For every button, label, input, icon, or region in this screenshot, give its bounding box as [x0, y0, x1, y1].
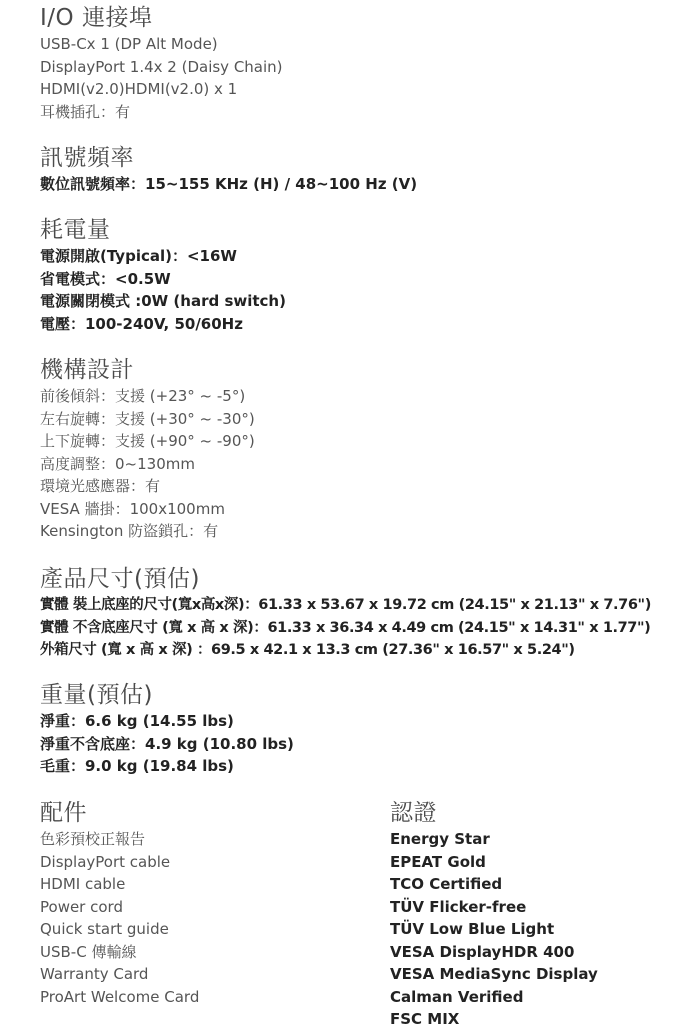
product-dimensions-section — [40, 564, 690, 662]
power-consumption-title: 耗電量 — [40, 217, 111, 243]
mechanical-design-title: 機構設計 — [40, 357, 134, 383]
spec-line: 電源開啟(Typical)：<16W — [40, 247, 237, 265]
list-item: USB-C 傳輸線 — [40, 942, 137, 961]
list-item: ProArt Welcome Card — [40, 987, 200, 1006]
io-ports-list — [40, 33, 690, 123]
spec-line: 高度調整：0~130mm — [40, 454, 195, 473]
list-item: VESA DisplayHDR 400 — [390, 942, 575, 961]
spec-line: 前後傾斜：支援 (+23° ~ -5°) — [40, 387, 246, 405]
list-item: TÜV Flicker-free — [390, 897, 527, 916]
spec-line: HDMI(v2.0)HDMI(v2.0) x 1 — [40, 80, 238, 98]
certifications-section — [390, 798, 690, 1031]
list-item: 色彩預校正報告 — [40, 830, 146, 848]
spec-line: 省電模式：<0.5W — [40, 269, 171, 288]
list-item: Energy Star — [390, 830, 490, 848]
signal-frequency-section — [40, 143, 690, 196]
power-consumption-section — [40, 215, 690, 335]
spec-line: 上下旋轉：支援 (+90° ~ -90°) — [40, 432, 255, 450]
list-item: Power cord — [40, 897, 123, 916]
power-consumption-list — [40, 245, 690, 335]
spec-line: 實體 不含底座尺寸 (寬 x 高 x 深)：61.33 x 36.34 x 4.49 cm (24.15" x 14.31" x 1.77") — [40, 619, 651, 636]
list-item: TÜV Low Blue Light — [390, 920, 555, 938]
spec-line: VESA 牆掛：100x100mm — [40, 499, 225, 518]
spec-line: 電壓：100-240V, 50/60Hz — [40, 314, 243, 333]
spec-line: 淨重：6.6 kg (14.55 lbs) — [40, 712, 234, 730]
spec-line: 外箱尺寸 (寬 x 高 x 深) ：69.5 x 42.1 x 13.3 cm (27.36" x 16.57" x 5.24") — [40, 642, 575, 658]
accessories-section — [40, 798, 370, 1008]
accessories-list — [40, 828, 370, 1008]
list-item: Calman Verified — [390, 987, 524, 1006]
product-dimensions-title: 產品尺寸(預估) — [40, 566, 200, 592]
list-item: Warranty Card — [40, 965, 149, 983]
list-item: Quick start guide — [40, 920, 169, 938]
product-dimensions-list — [40, 594, 690, 662]
spec-line: 耳機插孔：有 — [40, 102, 131, 121]
io-ports-section — [40, 3, 690, 123]
mechanical-design-list — [40, 385, 690, 543]
spec-line: 實體 裝上底座的尺寸(寬x高x深)：61.33 x 53.67 x 19.72 cm (24.15" x 21.13" x 7.76") — [40, 597, 651, 613]
spec-line: 毛重：9.0 kg (19.84 lbs) — [40, 757, 234, 775]
list-item: VESA MediaSync Display — [390, 965, 598, 983]
signal-frequency-list — [40, 173, 690, 196]
spec-line: USB-Cx 1 (DP Alt Mode) — [40, 35, 218, 53]
weight-list — [40, 710, 690, 778]
spec-line: 環境光感應器：有 — [40, 477, 161, 495]
list-item: HDMI cable — [40, 875, 126, 893]
spec-line: Kensington 防盜鎖孔：有 — [40, 522, 219, 540]
spec-line: 數位訊號頻率：15~155 KHz (H) / 48~100 Hz (V) — [40, 175, 418, 193]
spec-line: 電源關閉模式 :0W (hard switch) — [40, 292, 286, 310]
list-item: TCO Certified — [390, 875, 503, 893]
accessories-title: 配件 — [40, 800, 87, 826]
io-ports-title: I/O 連接埠 — [40, 5, 153, 31]
list-item: DisplayPort cable — [40, 852, 171, 871]
spec-line: DisplayPort 1.4x 2 (Daisy Chain) — [40, 57, 283, 76]
certifications-list — [390, 828, 690, 1031]
mechanical-design-section — [40, 355, 690, 543]
certifications-title: 認證 — [390, 800, 437, 826]
weight-title: 重量(預估) — [40, 682, 153, 708]
spec-line: 左右旋轉：支援 (+30° ~ -30°) — [40, 409, 255, 428]
weight-section — [40, 680, 690, 778]
list-item: FSC MIX — [390, 1010, 460, 1028]
spec-line: 淨重不含底座：4.9 kg (10.80 lbs) — [40, 734, 294, 753]
signal-frequency-title: 訊號頻率 — [40, 145, 134, 171]
list-item: EPEAT Gold — [390, 852, 486, 871]
